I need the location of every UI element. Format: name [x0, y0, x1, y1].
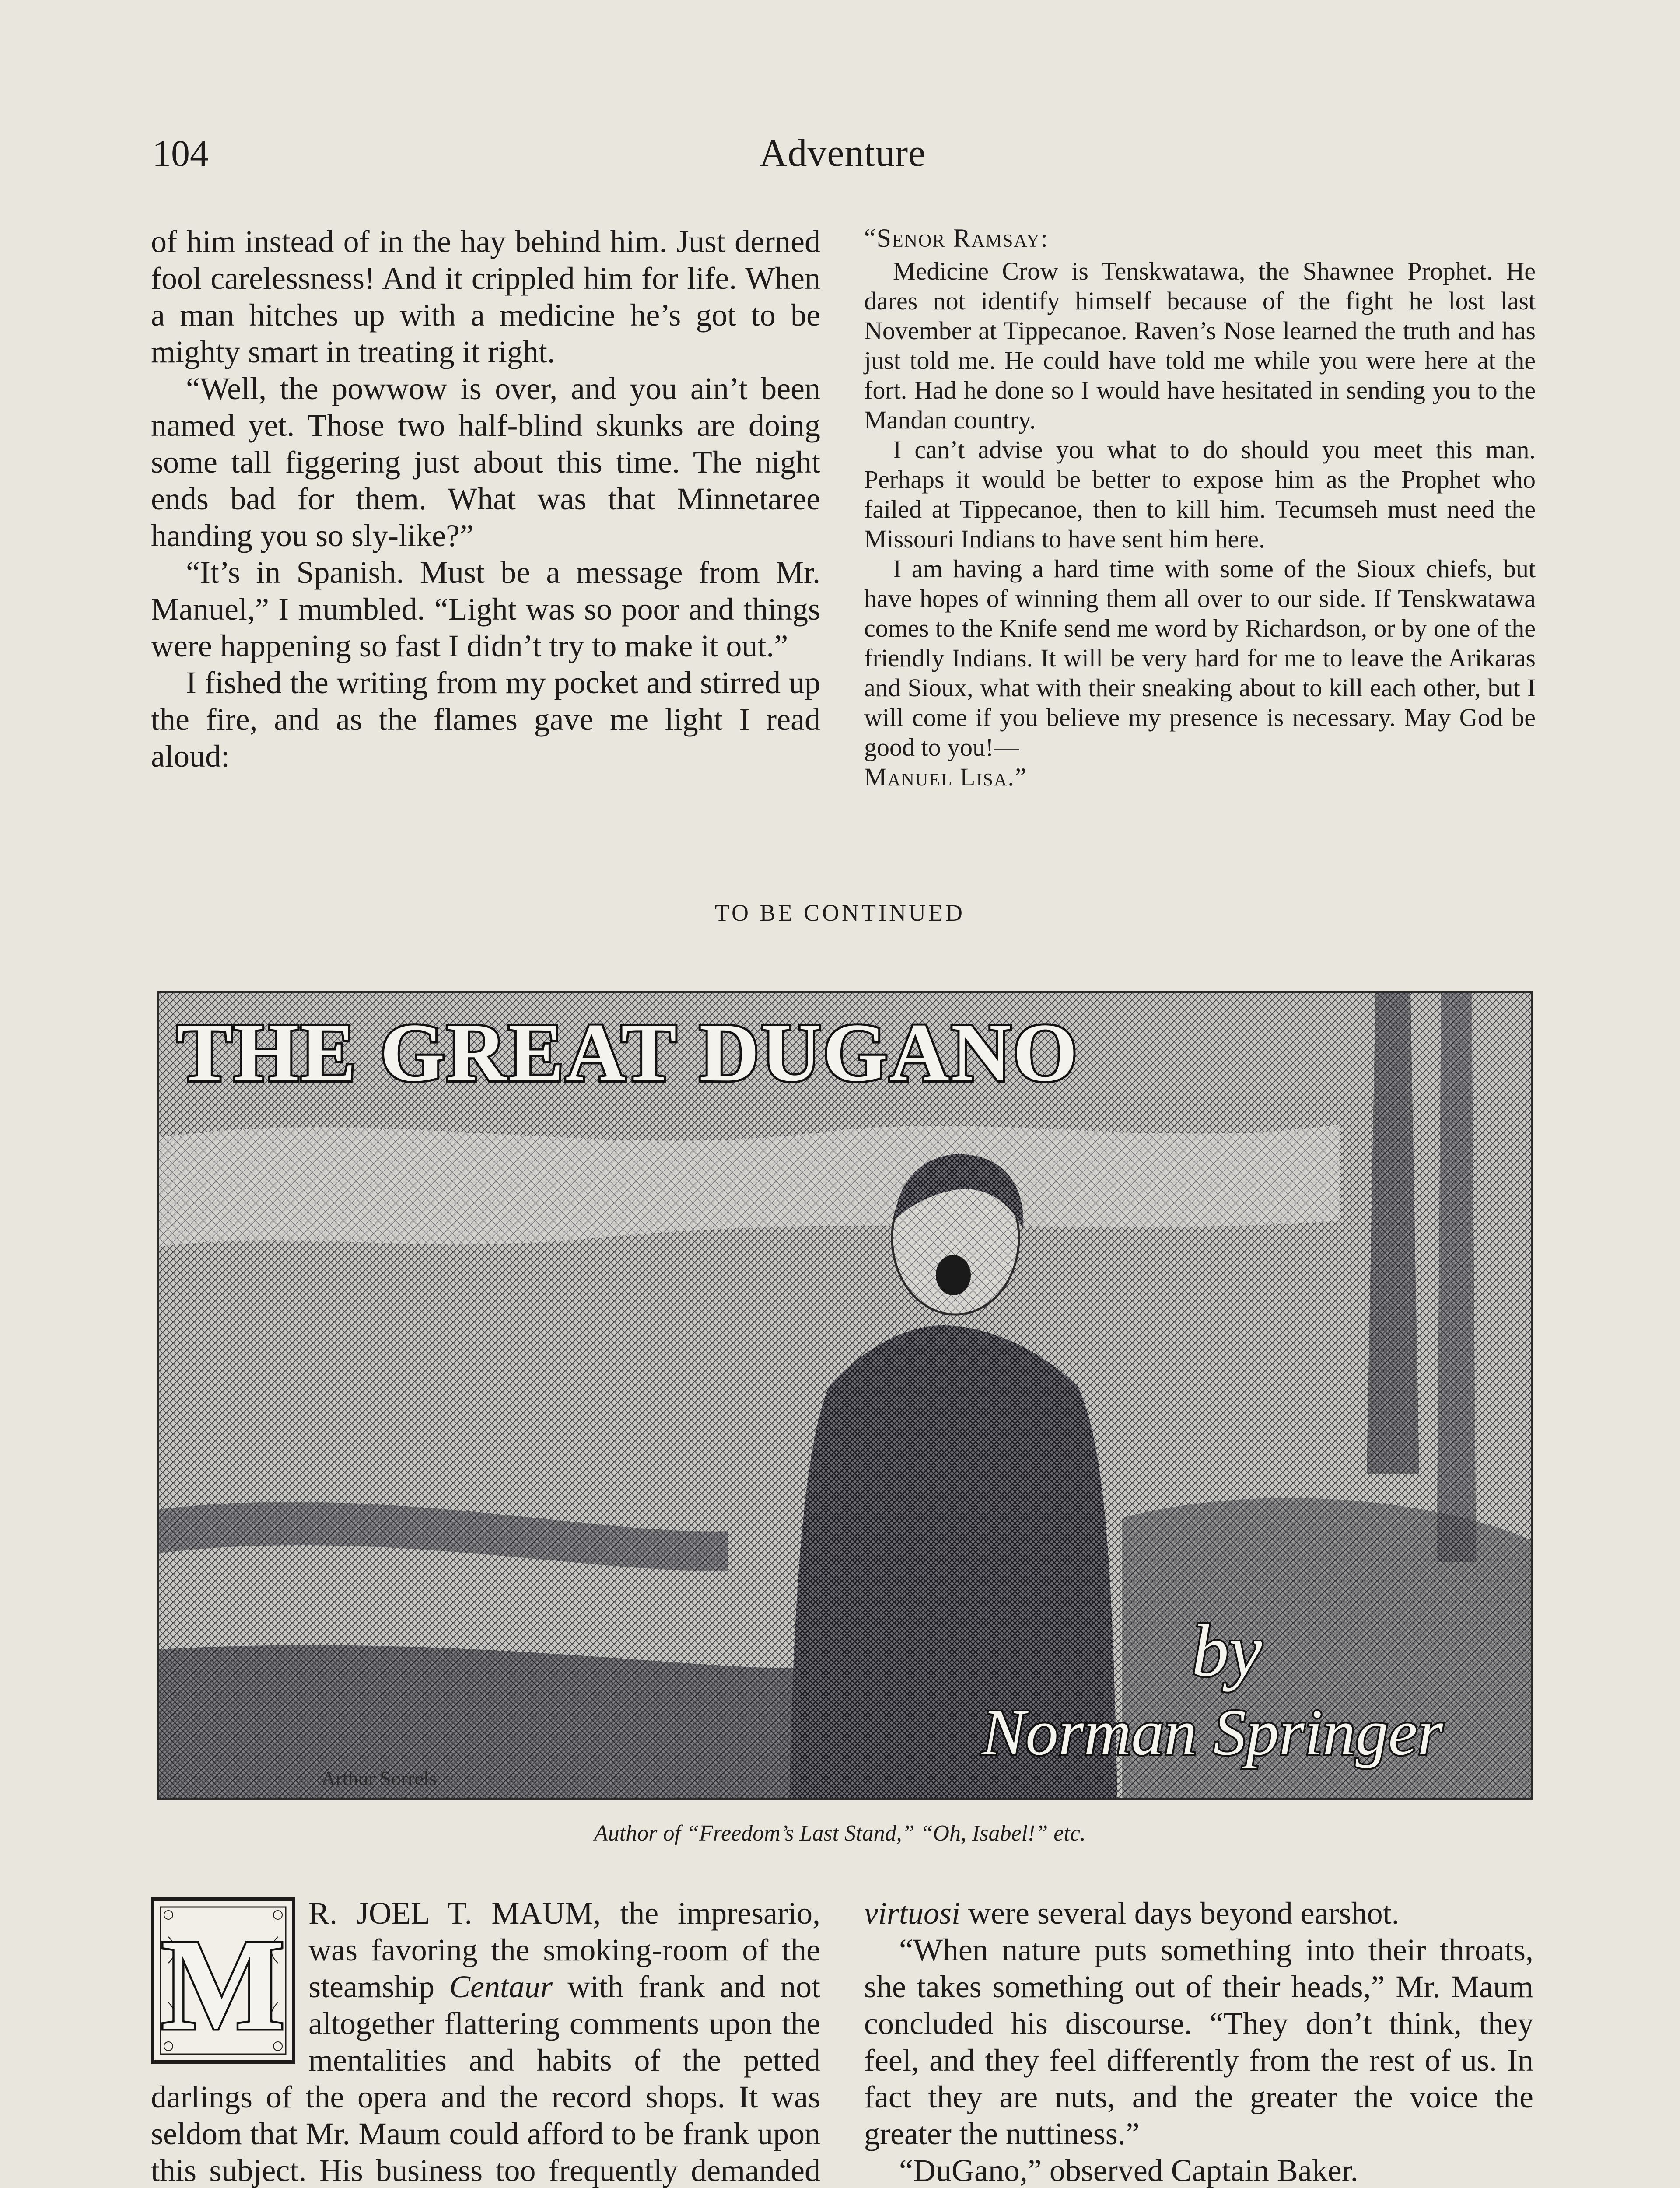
paragraph: I fished the writing from my pocket and stirred up the fire, and as the flames gave me light I read aloud: — [151, 665, 820, 774]
opening-text-continued: with frank and not altogether flattering comments upon the mentalities and habits of the petted darlings of the opera and the record shops. It was seldom that Mr. Maum could afford to be frank upon this subject. His business too frequently demanded — [151, 1969, 821, 2188]
caption-prefix: Author of — [594, 1821, 681, 1846]
letter-paragraph: I am having a hard time with some of the Sioux chiefs, but have hopes of winning them all over to our side. If Tenskwatawa comes to the Knife send me word by Richardson, or by one of the friendly Indians. It will be very hard for me to leave the Arikaras and Sioux, what with their sneaking about to kill each other, but I will come if you believe my presence is necessary. May God be good to you!— — [864, 554, 1536, 761]
title-illustration — [158, 991, 1533, 1800]
paragraph: “DuGano,” observed Captain Baker. — [899, 2153, 1358, 2188]
illustration-caption — [0, 1820, 1680, 1846]
page-header — [152, 131, 1533, 184]
drop-cap — [151, 1897, 295, 2064]
ship-name: Centaur — [449, 1969, 553, 2004]
continued-text: were several days beyond earshot. — [968, 1896, 1400, 1931]
story-left-column — [151, 1895, 820, 2188]
running-head: Adventure — [759, 132, 926, 175]
to-be-continued: TO BE CONTINUED — [715, 900, 965, 926]
serial-left-column — [151, 223, 820, 775]
artist-signature: Arthur Sorrels — [321, 1767, 437, 1789]
caption-works: “Freedom’s Last Stand,” “Oh, Isabel!” etc. — [686, 1821, 1086, 1846]
opening-text: R. JOEL T. MAUM, the impresario, was favoring the smoking-room of the steamship — [308, 1896, 820, 2004]
byline-by: by — [1192, 1609, 1262, 1692]
singer-open-mouth — [936, 1255, 971, 1295]
page-number: 104 — [152, 132, 209, 174]
letter-paragraph: Medicine Crow is Tenskwatawa, the Shawnee Prophet. He dares not identify himself because of the fight he lost last November at Tippecanoe. Raven’s Nose learned the truth and has just told me. He could have told me while you were here at the fort. Had he done so I would have hesitated in sending you to the Mandan country. — [864, 257, 1536, 434]
letter-block — [864, 223, 1536, 792]
drop-cap-letter: M — [161, 1912, 285, 2057]
virtuosi-word: virtuosi — [864, 1896, 961, 1931]
paragraph: of him instead of in the hay behind him. Just derned fool carelessness! And it crippled him for life. When a man hitches up with a medicine he’s got to be mighty smart in treating it right. — [151, 224, 820, 369]
byline-author: Norman Springer — [982, 1696, 1443, 1769]
foreground-shadow — [159, 1645, 816, 1798]
pillar-right — [1367, 993, 1419, 1474]
paragraph — [864, 1895, 1533, 1932]
story-right-column — [864, 1895, 1533, 2188]
paragraph: “It’s in Spanish. Must be a message from Mr. Manuel,” I mumbled. “Light was so poor and things were happening so fast I didn’t try to make it out.” — [151, 555, 820, 663]
story-title: THE GREAT DUGANO — [177, 1007, 1079, 1099]
letter-paragraph: I can’t advise you what to do should you meet this man. Perhaps it would be better to expose him as the Prophet who failed at Tippecanoe, then to kill him. Tecumseh must need the Missouri Indians to have sent him here. — [864, 435, 1536, 553]
letter-signature: Manuel Lisa.” — [864, 763, 1027, 791]
pillar-right-2 — [1437, 993, 1476, 1562]
paragraph: “Well, the powwow is over, and you ain’t been named yet. Those two half-blind skunks are doing some tall figgering just about this time. The night ends bad for them. What was that Minnetaree handing you so sly-like?” — [151, 371, 820, 553]
letter-salutation: “Senor Ramsay: — [864, 224, 1049, 252]
paragraph: “When nature puts something into their throats, she takes something out of their heads,” Mr. Maum concluded his discourse. “They don’t think, they feel, and they feel differently from the rest of us. In fact they are nuts, and the greater the voice the greater the nuttiness.” — [864, 1932, 1533, 2151]
